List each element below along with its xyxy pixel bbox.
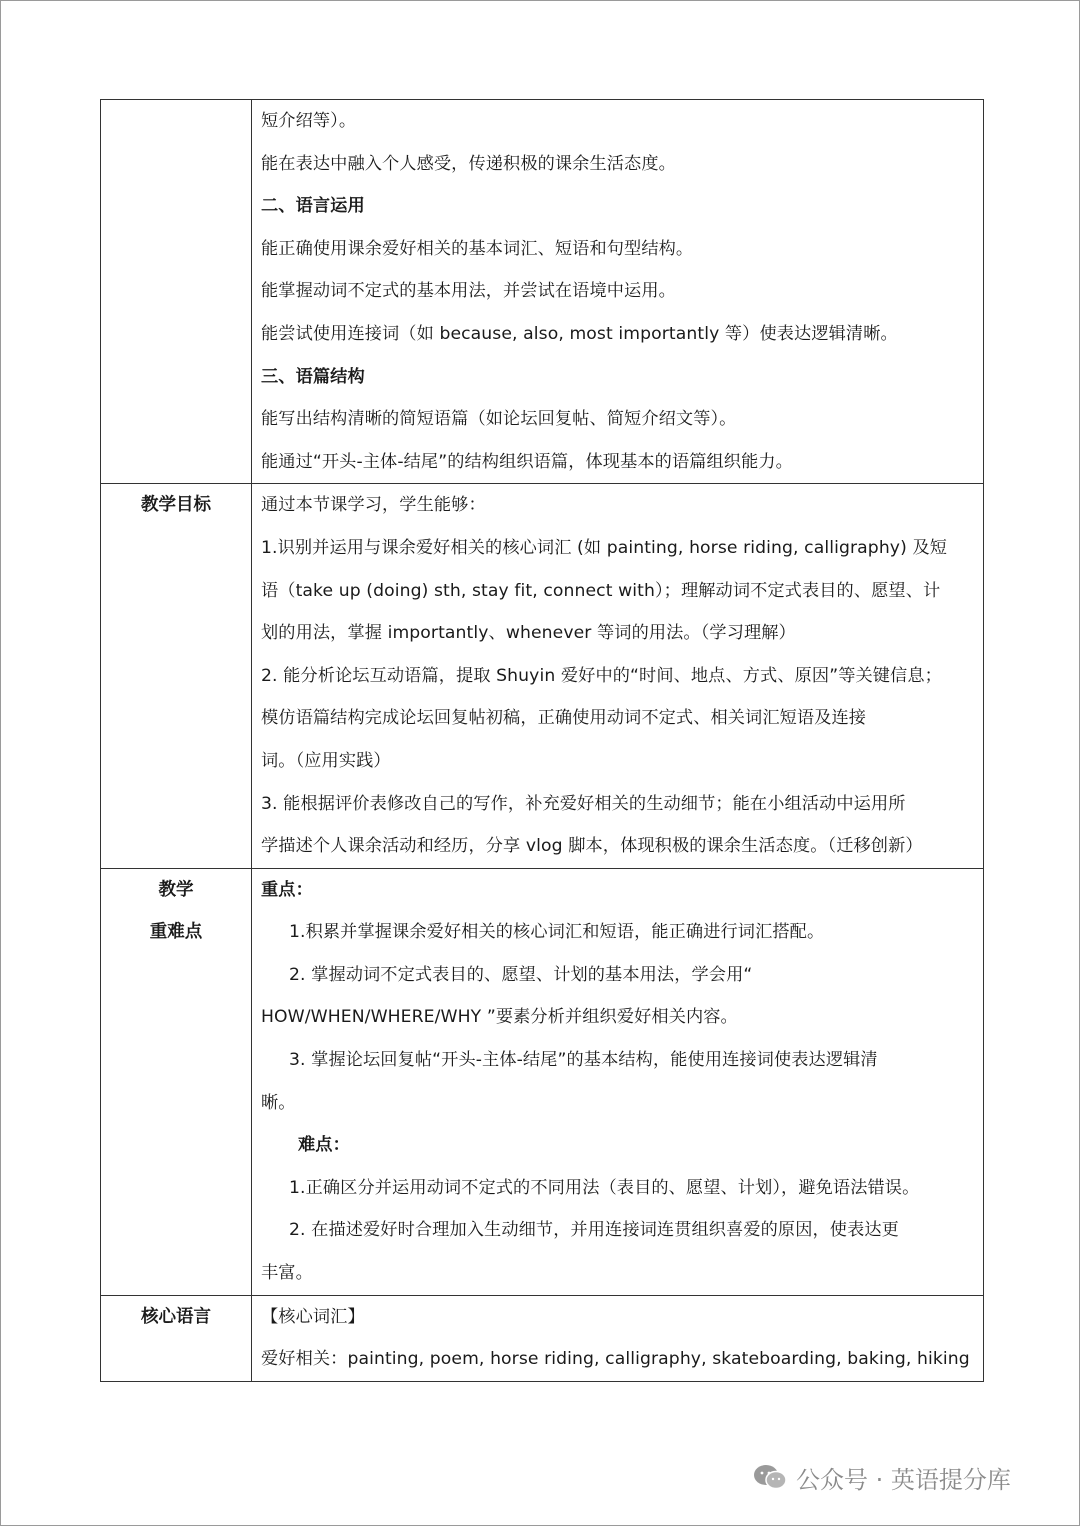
content-cell-core-language bbox=[252, 1295, 984, 1381]
section-heading: 二、语言运用 bbox=[261, 196, 365, 217]
text-line: 学描述个人课余活动和经历，分享 vlog 脚本，体现积极的课余生活态度。（迁移创新） bbox=[261, 836, 923, 857]
watermark-text: 公众号 · 英语提分库 bbox=[796, 1465, 1011, 1494]
label-cell-empty bbox=[101, 100, 252, 484]
text-line: 1.识别并运用与课余爱好相关的核心词汇 (如 painting, horse riding, calligraphy) 及短 bbox=[261, 537, 948, 558]
label-keypoints bbox=[101, 868, 252, 1295]
section-heading: 三、语篇结构 bbox=[261, 366, 365, 387]
section-heading: 难点： bbox=[298, 1135, 350, 1156]
text-line: 能写出结构清晰的简短语篇（如论坛回复帖、简短介绍文等）。 bbox=[261, 409, 737, 430]
text-line: 2. 掌握动词不定式表目的、愿望、计划的基本用法，学会用“ bbox=[289, 964, 753, 985]
text-line: 语（take up (doing) sth, stay fit, connect with）；理解动词不定式表目的、愿望、计 bbox=[261, 580, 941, 601]
text-line: 3. 能根据评价表修改自己的写作，补充爱好相关的生动细节；能在小组活动中运用所 bbox=[261, 793, 906, 814]
text-line: 能掌握动词不定式的基本用法，并尝试在语境中运用。 bbox=[261, 281, 676, 302]
text-line: 3. 掌握论坛回复帖“开头-主体-结尾”的基本结构，能使用连接词使表达逻辑清 bbox=[289, 1050, 878, 1071]
table-row-keypoints bbox=[101, 868, 984, 1295]
text-line: 能尝试使用连接词（如 because, also, most importantly 等）使表达逻辑清晰。 bbox=[261, 323, 898, 344]
text-line: 能正确使用课余爱好相关的基本词汇、短语和句型结构。 bbox=[261, 238, 694, 259]
text-line: 2. 在描述爱好时合理加入生动细节，并用连接词连贯组织喜爱的原因，使表达更 bbox=[289, 1220, 899, 1241]
section-heading: 重点： bbox=[261, 879, 313, 900]
content-cell-continued bbox=[252, 100, 984, 484]
text-line: 2. 能分析论坛互动语篇，提取 Shuyin 爱好中的“时间、地点、方式、原因”等关键信息； bbox=[261, 665, 942, 686]
wechat-icon bbox=[752, 1463, 788, 1491]
table-row-core-language bbox=[101, 1295, 984, 1381]
text-line: 能在表达中融入个人感受，传递积极的课余生活态度。 bbox=[261, 153, 676, 174]
text-line: 1.正确区分并运用动词不定式的不同用法（表目的、愿望、计划），避免语法错误。 bbox=[289, 1177, 920, 1198]
lesson-plan-table bbox=[100, 99, 984, 1382]
text-line: 1.积累并掌握课余爱好相关的核心词汇和短语，能正确进行词汇搭配。 bbox=[289, 922, 825, 943]
watermark bbox=[752, 1457, 1011, 1497]
text-line: 模仿语篇结构完成论坛回复帖初稿，正确使用动词不定式、相关词汇短语及连接 bbox=[261, 708, 867, 729]
text-line: 词。（应用实践） bbox=[261, 750, 391, 771]
label-core-language: 核心语言 bbox=[101, 1295, 252, 1381]
text-line: HOW/WHEN/WHERE/WHY ”要素分析并组织爱好相关内容。 bbox=[261, 1007, 738, 1028]
content-cell-keypoints bbox=[252, 868, 984, 1295]
text-line: 短介绍等）。 bbox=[261, 111, 357, 131]
text-line: 晰。 bbox=[261, 1092, 296, 1113]
text-line: 能通过“开头-主体-结尾”的结构组织语篇，体现基本的语篇组织能力。 bbox=[261, 451, 793, 472]
text-line: 爱好相关：painting, poem, horse riding, calligraphy, skateboarding, baking, hiking bbox=[261, 1349, 970, 1370]
text-line: 通过本节课学习，学生能够： bbox=[261, 495, 486, 516]
table-row-objectives bbox=[101, 484, 984, 868]
label-objectives: 教学目标 bbox=[101, 484, 252, 868]
label-line: 教学 bbox=[158, 879, 194, 900]
content-cell-objectives bbox=[252, 484, 984, 868]
label-line: 重难点 bbox=[149, 922, 203, 943]
text-line: 丰富。 bbox=[261, 1263, 313, 1284]
text-line: 【核心词汇】 bbox=[261, 1306, 365, 1327]
text-line: 划的用法，掌握 importantly、whenever 等词的用法。（学习理解） bbox=[261, 623, 796, 644]
table-row-continued bbox=[101, 100, 984, 484]
